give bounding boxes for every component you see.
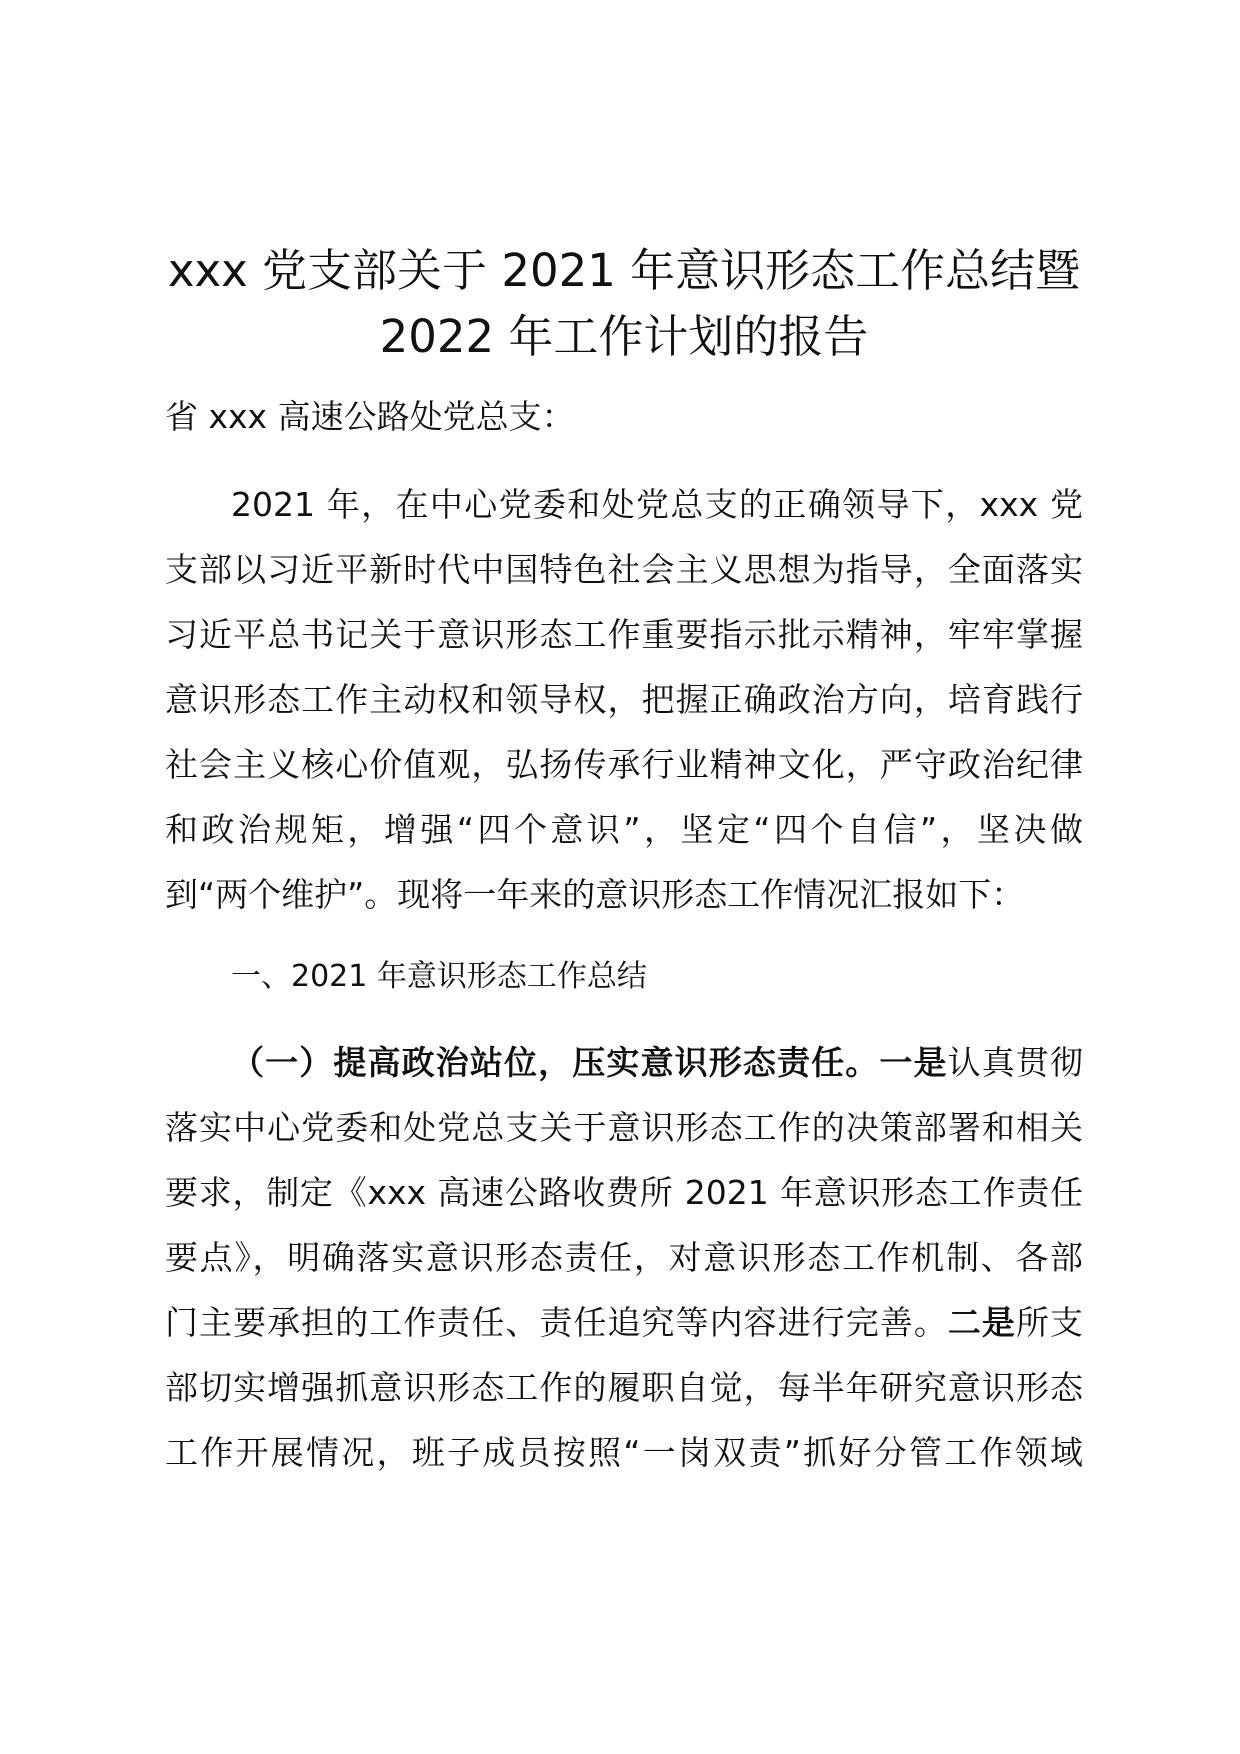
subsection-paragraph [165,1030,1083,1485]
section-heading: 一、2021 年意识形态工作总结 [231,959,647,994]
paragraph-text: 门主要承担的工作责任、责任追究等内容进行完善。 [165,1303,948,1342]
paragraph-line: 工作开展情况，班子成员按照“一岗双责”抓好分管工作领域 [165,1433,1083,1472]
paragraph-line: 2021 年，在中心党委和处党总支的正确领导下，xxx 党 [231,485,1083,524]
paragraph-line: 部切实增强抓意识形态工作的履职自觉，每半年研究意识形态 [165,1368,1083,1407]
paragraph-line: 习近平总书记关于意识形态工作重要指示批示精神，牢牢掌握 [165,615,1083,654]
paragraph-line [165,1030,1083,1095]
paragraph-line: 要求，制定《xxx 高速公路收费所 2021 年意识形态工作责任 [165,1173,1083,1212]
paragraph-line: 意识形态工作主动权和领导权，把握正确政治方向，培育践行 [165,680,1083,719]
paragraph-text: 所支 [1015,1303,1084,1342]
paragraph-line: 和政治规矩，增强“四个意识”，坚定“四个自信”，坚决做 [165,810,1083,849]
document-title: xxx 党支部关于 2021 年意识形态工作总结暨 2022 年工作计划的报告 [167,244,1081,363]
intro-paragraph [165,472,1083,927]
subsection-heading: （一）提高政治站位，压实意识形态责任。一是 [231,1043,948,1082]
paragraph-line: 落实中心党委和处党总支关于意识形态工作的决策部署和相关 [165,1108,1083,1147]
paragraph-line: 到“两个维护”。现将一年来的意识形态工作情况汇报如下： [165,875,1025,914]
paragraph-line [165,1290,1083,1355]
paragraph-line: 支部以习近平新时代中国特色社会主义思想为指导，全面落实 [165,550,1083,589]
salutation: 省 xxx 高速公路处党总支： [165,397,575,436]
emphasis-text: 二是 [947,1303,1016,1342]
paragraph-line: 要点》，明确落实意识形态责任，对意识形态工作机制、各部 [165,1238,1083,1277]
paragraph-text: 认真贯彻 [947,1043,1083,1082]
paragraph-line: 社会主义核心价值观，弘扬传承行业精神文化，严守政治纪律 [165,745,1083,784]
